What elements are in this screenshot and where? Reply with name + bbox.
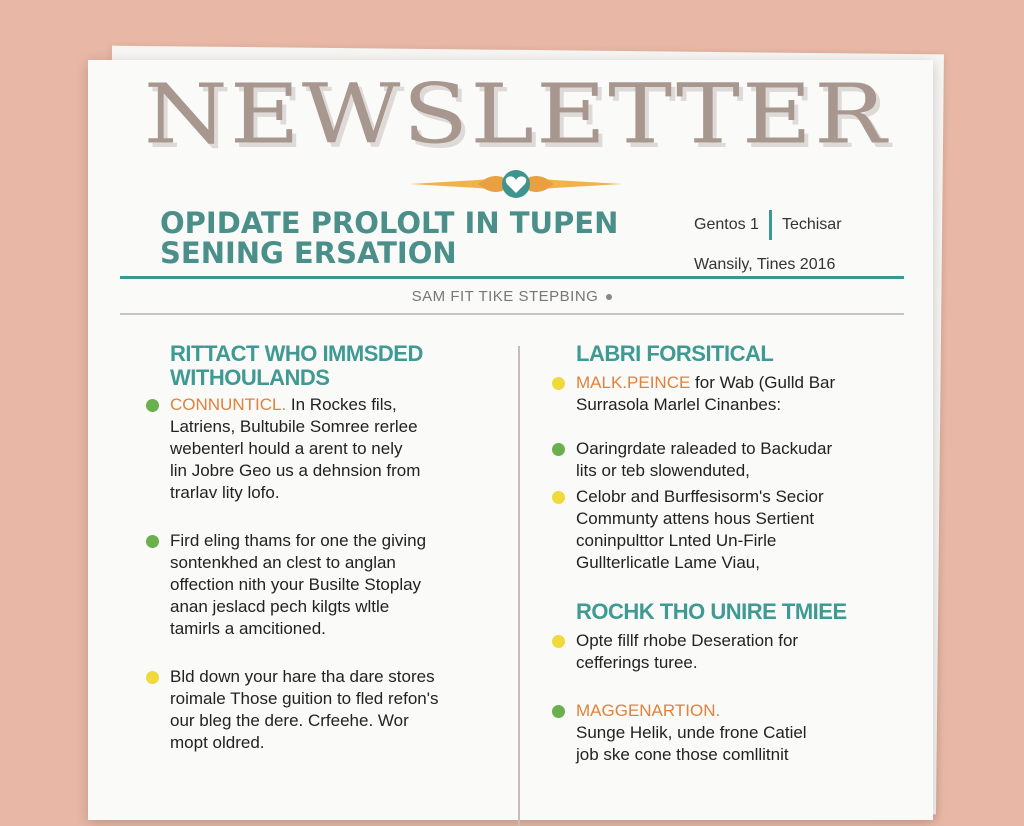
yellow-bullet-icon [552,635,565,648]
list-item [576,438,896,482]
item-lead: MAGGENARTION. [576,701,721,720]
list-item [170,394,500,504]
issue-number: Gentos 1 [694,216,759,233]
item-line: lin Jobre Geo us a dehnsion from [170,461,421,480]
item-line: cefferings turee. [576,653,698,672]
headline [160,208,640,268]
newsletter-page [88,60,933,820]
item-lead: MALK.PEINCE [576,373,691,392]
issue-info [694,210,894,274]
list-item [576,700,896,766]
item-line: webenterl hould a arent to nely [170,439,403,458]
right-section-title-1: LABRI FORSITICAL [576,341,774,366]
item-line: lits or teb slowenduted, [576,461,750,480]
yellow-bullet-icon [552,491,565,504]
green-bullet-icon [552,705,565,718]
right-section-title-2: ROCHK THO UNIRE TMIEE [576,599,847,624]
left-section-title-line-1: RITTACT WHO IMMSDED [170,341,423,366]
item-line: sontenkhed an clest to anglan [170,553,396,572]
item-line: In Rockes fils, [286,395,397,414]
item-line: mopt oldred. [170,733,265,752]
item-line: Opte fillf rhobe Deseration for [576,631,799,650]
item-line: tamirls a amcitioned. [170,619,326,638]
item-line: Celobr and Burffesisorm's Secior [576,487,824,506]
tagline-text: SAM FIT TIKE STEPBING [411,288,599,305]
item-line: anan jeslacd pech kilgts wltle [170,597,390,616]
left-section-title-line-2: WITHOULANDS [170,365,330,390]
item-line: for Wab (Gulld Bar [690,373,836,392]
green-bullet-icon [146,535,159,548]
column-divider [518,346,520,826]
headline-line-1: OPIDATE PROLOLT IN TUPEN [160,206,619,240]
green-bullet-icon [146,399,159,412]
headline-line-2: SENING ERSATION [160,236,457,270]
item-line: Communty attens hous Sertient [576,509,815,528]
item-line: offection nith your Busilte Stoplay [170,575,422,594]
item-line: job ske cone those comllitnit [576,745,789,764]
item-line: roimale Those guition to fled refon's [170,689,439,708]
tagline-dot [606,294,612,300]
teal-rule [120,276,904,279]
thin-rule [120,313,904,315]
issue-date: Wansily, Tines 2016 [694,256,836,273]
item-line: our bleg the dere. Crfeehe. Wor [170,711,409,730]
item-lead: CONNUNTICL. [170,395,287,414]
yellow-bullet-icon [552,377,565,390]
item-line: Sunge Helik, unde frone Catiel [576,723,807,742]
item-line: Latriens, Bultubile Somree rerlee [170,417,418,436]
list-item [576,486,896,574]
left-section-title [170,342,500,390]
yellow-bullet-icon [146,671,159,684]
list-item [576,630,896,674]
issue-section: Techisar [781,216,842,233]
item-line: Fird eling thams for one the giving [170,531,427,550]
list-item [170,530,500,640]
left-column [170,342,500,754]
item-line: Oaringrdate raleaded to Backudar [576,439,833,458]
item-line: trarlav lity lofo. [170,483,280,502]
item-line: Gullterlicatle Lame Viau, [576,553,760,572]
list-item [170,666,500,754]
item-line: coninpulttor Lnted Un-Firle [576,531,777,550]
item-line: Bld down your hare tha dare stores [170,667,435,686]
item-line: Surrasola Marlel Cinanbes: [576,395,782,414]
green-bullet-icon [552,443,565,456]
list-item [576,372,896,416]
tagline [120,288,904,305]
issue-divider-bar [769,210,772,240]
right-column [576,342,896,766]
masthead-title: NEWSLETTER [143,66,889,163]
heart-ornament-icon [408,166,624,202]
